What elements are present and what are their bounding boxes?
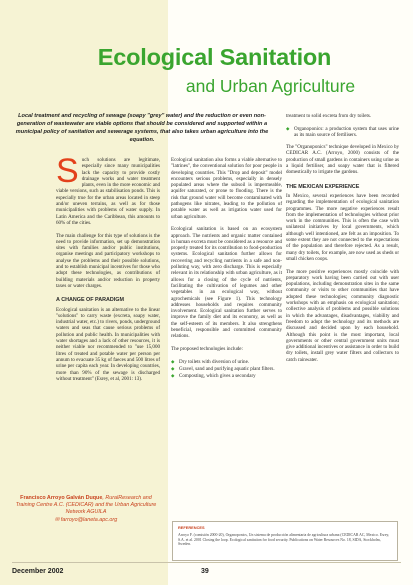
- list-item: ◆ Organoponics: a production system that uses urine as its main source of fertilisers.: [286, 126, 399, 139]
- section-heading: THE MEXICAN EXPERIENCE: [286, 183, 360, 190]
- paragraph: The main challenge for this type of solutions is the need to provide information, set up demonstration sites with families and/or public institutions, organise meetings and participatory workshops to analyse the problems and their possible solutions, and to establish municipal incentives for those who adopt these technologies, as contributions of building materials and/or reduction in property taxes or water charges.: [56, 232, 160, 289]
- author-email[interactable]: farroyo@laneta.apc.org: [60, 516, 118, 523]
- drop-cap: S: [56, 152, 79, 190]
- author-organisation: , RuralResearch and Training Centre A.C. (CEDICAR) and the Urban Agriculture Network AGUILA: [15, 495, 157, 516]
- column-3: [286, 113, 399, 369]
- list-item: ◆ Gravel, sand and purifying aquatic plant filters.: [171, 366, 282, 372]
- article-title: Ecological Sanitation: [97, 44, 332, 70]
- technology-list: [171, 359, 282, 380]
- section-heading: A CHANGE OF PARADIGM: [56, 297, 124, 304]
- column-1: [56, 152, 160, 388]
- technology-list-continued: [286, 126, 399, 139]
- footer-divider: [12, 562, 401, 563]
- references-box: [172, 521, 398, 561]
- mail-icon: ✉: [54, 516, 61, 523]
- list-item: ◆ Composting, which gives a secondary: [171, 373, 282, 379]
- list-item: ◆ Dry toilets with diversion of urine.: [171, 359, 282, 365]
- article-lead: Local treatment and recycling of sewage (soapy "grey" water) and the reduction or even non-generation of wastewater are viable options that should be considered and supported within a municipal policy of sanitation and sewerage systems, that also takes urban agriculture into the equation.: [15, 113, 269, 143]
- page-number: 39: [201, 568, 209, 575]
- author-name: Francisco Arroyo Galván Duque: [20, 495, 103, 501]
- paragraph: Ecological sanitation also forms a viable alternative to "latrines", the conventional solution for poor people in developing countries. This "Drop and deposit" model encounters serious problems, especially in densely populated areas where the subsoil is impermeable, aquifer saturated, or prone to flooding. There is the risk that ground water will become contaminated with pathogens like nitrates, leading to the pollution of potable water as well as irrigation water used for urban agriculture.: [171, 157, 282, 220]
- paragraph: The proposed technologies include:: [171, 345, 243, 352]
- paragraph: In Mexico, several experiences have been recorded regarding the implementation of ecological sanitation programmes. The more negative experiences result from the implementation of technologies without prior work in the communities. This is often the case with unilateral initiatives by local governments, which although well intentioned, are felt as an imposition. To some extent they are not connected to the expectations of the population and therefore rejected. As a result, many dry toilets, for example, are now used as sheds or small chicken coops.: [286, 192, 399, 262]
- paragraph: Such solutions are legitimate, especially since many municipalities lack the capacity to provide costly drainage works and water treatment plants, even in the more economic and viable versions, such as stabilisation ponds. This is especially true for the urban areas located in steep and/or uneven terrains, as well as for those municipalities with problems of water supply. In Latin America and the Caribbean, this amounts to 60% of the cities.: [56, 152, 160, 226]
- paragraph: Ecological sanitation is based on an ecosystem approach. The nutrients and organic matter contained in human excreta must be considered as a resource and properly treated for its contribution to food-production systems. Ecological sanitation further allows for recovering and recycling nutrients in a safe and non-polluting way, with zero discharge. This is especially relevant in its relationship with urban agriculture, as it allows for a closing of the cycle of nutrients, facilitating the cultivation of legumes and other vegetables in an ecological way, without agrochemicals (see Figure 1). This technology addresses households and requires community involvement. Ecological sanitation further serves to improve the family diet and its economy, as well as the self-esteem of its members. It also strengthens beneficial, responsible and committed community relations.: [171, 226, 282, 340]
- author-credit: [10, 495, 162, 524]
- references-heading: REFERENCES: [178, 525, 205, 530]
- issue-date: December 2002: [12, 568, 64, 575]
- article-subtitle: and Urban Agriculture: [185, 76, 356, 96]
- paragraph: The "Organoponics" technique developed in Mexico by CEDICAR A.C. (Arroyo, 2000) consists of the production of small gardens in containers using urine as a liquid fertiliser, and soapy water that is filtered domestically to irrigate the gardens.: [286, 144, 399, 176]
- references-text: Arroyo F. (comisión 2000-20), Organoponics, Un sistema de producción alimentaria de agricultura urbana (CEDICAR AC, Mexico. Esrey, S.A. et al. 2001 Closing the loop. Ecological sanitation for food security. Publications on Water Resources No. 18, SIDA, Stockholm, Sweden.: [178, 532, 390, 547]
- paragraph: treatment to solid excreta from dry toilets.: [286, 113, 372, 119]
- column-2: [171, 157, 282, 380]
- paragraph: The more positive experiences mostly coincide with preparatory work having been carried out with user populations, including demonstration sites in the same community or visits to other communities that have adopted these technologies; community diagnostic workshops with an emphasis on ecological sanitation; collective analysis of problems and possible solutions in which the advantages, disadvantages, viability and freedom to adopt the technology and its methods are discussed and decided upon by each household. Although this point is the most important, local governments or other central government units must give additional incentives or assistance in order to build dry toilets, install grey water filters and collectors to catch rainwater.: [286, 268, 399, 363]
- paragraph: Ecological sanitation is an alternative to the linear "solutions" to carry waste (excreta, soapy water, industrial water, etc.) to rivers, ponds, underground waters and seas that cause serious problems of pollution and public health. In municipalities with water shortages and a lack of other resources, it is neither viable nor recommended to "use 15,000 litres of treated and potable water per person per annum to evacuate 35 kg of faeces and 500 litres of urine per capita each year. In developing countries, more than 90% of the sewage is discharged without treatment" (Esrey, et al, 2001: 13).: [56, 306, 160, 382]
